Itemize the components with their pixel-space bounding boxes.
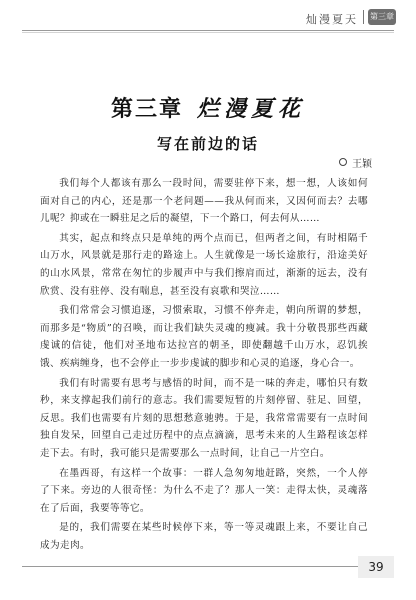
author-line — [339, 155, 372, 170]
chapter-banner — [0, 92, 416, 123]
author-bullet-icon — [339, 158, 347, 166]
header-rule — [22, 30, 394, 31]
paragraph: 我们常常会习惯追逐，习惯索取，习惯不停奔走，朝向所谓的梦想，而那多是“物质”的召唤，而让我们缺失灵魂的瘦减。我十分敬畏那些西藏虔诚的信徒，他们对圣地布达拉宫的朝圣，即使翻越千山万水，忍饥挨饿、疾病缠身，也不会停止一步步虔诚的脚步和心灵的追逐，身心合一。 — [40, 305, 368, 369]
body-text — [40, 175, 368, 556]
chapter-title: 烂漫夏花 — [197, 96, 306, 122]
paragraph: 其实，起点和终点只是单纯的两个点而已，但两者之间，有时相隔千山万水，风景就是那行走的路途上。人生就像是一场长途旅行，沿途美好的山水风景，常常在匆忙的步履声中与我们擦肩而过，渐渐的远去，没有欣赏、没有驻停、没有喘息，甚至没有哀歌和哭泣…… — [40, 232, 368, 297]
section-heading: 写在前边的话 — [156, 135, 259, 153]
author-name: 王颖 — [352, 159, 372, 170]
paragraph: 我们有时需要有思考与感悟的时间，而不是一味的奔走，哪怕只有数秒，来支撑起我们前行的意志。我们需要短暂的片刻停留、驻足、回望，反思。我们也需要有片刻的思想愁意驰骋。于是，我常常需要有一点时间独自发呆，回望自己走过历程中的点点滴滴，思考未来的人生路程该怎样走下去。有时，我可能只是需要那么一点时间，让自己一片空白。 — [40, 377, 368, 459]
running-header-title: 灿漫夏天 — [306, 13, 358, 26]
page-number: 39 — [358, 556, 394, 578]
chapter-number: 第三章 — [110, 97, 183, 122]
header-rule-secondary — [22, 32, 394, 33]
footer-rule — [22, 566, 372, 567]
header-separator — [363, 10, 364, 24]
paragraph: 是的，我们需要在某些时候停下来，等一等灵魂跟上来，不要让自己成为走肉。 — [40, 522, 368, 551]
page-header — [0, 0, 416, 40]
paragraph: 我们每个人都该有那么一段时间，需要驻停下来，想一想，人该如何面对自己的内心，还是那一个老问题——我从何而来，又因何而去？去哪儿呢？抑或在一瞬驻足之后的凝望，下一个路口，何去何从…… — [40, 178, 368, 225]
paragraph: 在墨西哥，有这样一个故事：一群人急匆匆地赶路，突然，一个人停了下来。旁边的人很奇怪：为什么不走了？那人一笑：走得太快，灵魂落在了后面，我要等等它。 — [40, 467, 368, 514]
chapter-badge: 第三章 — [368, 9, 396, 25]
